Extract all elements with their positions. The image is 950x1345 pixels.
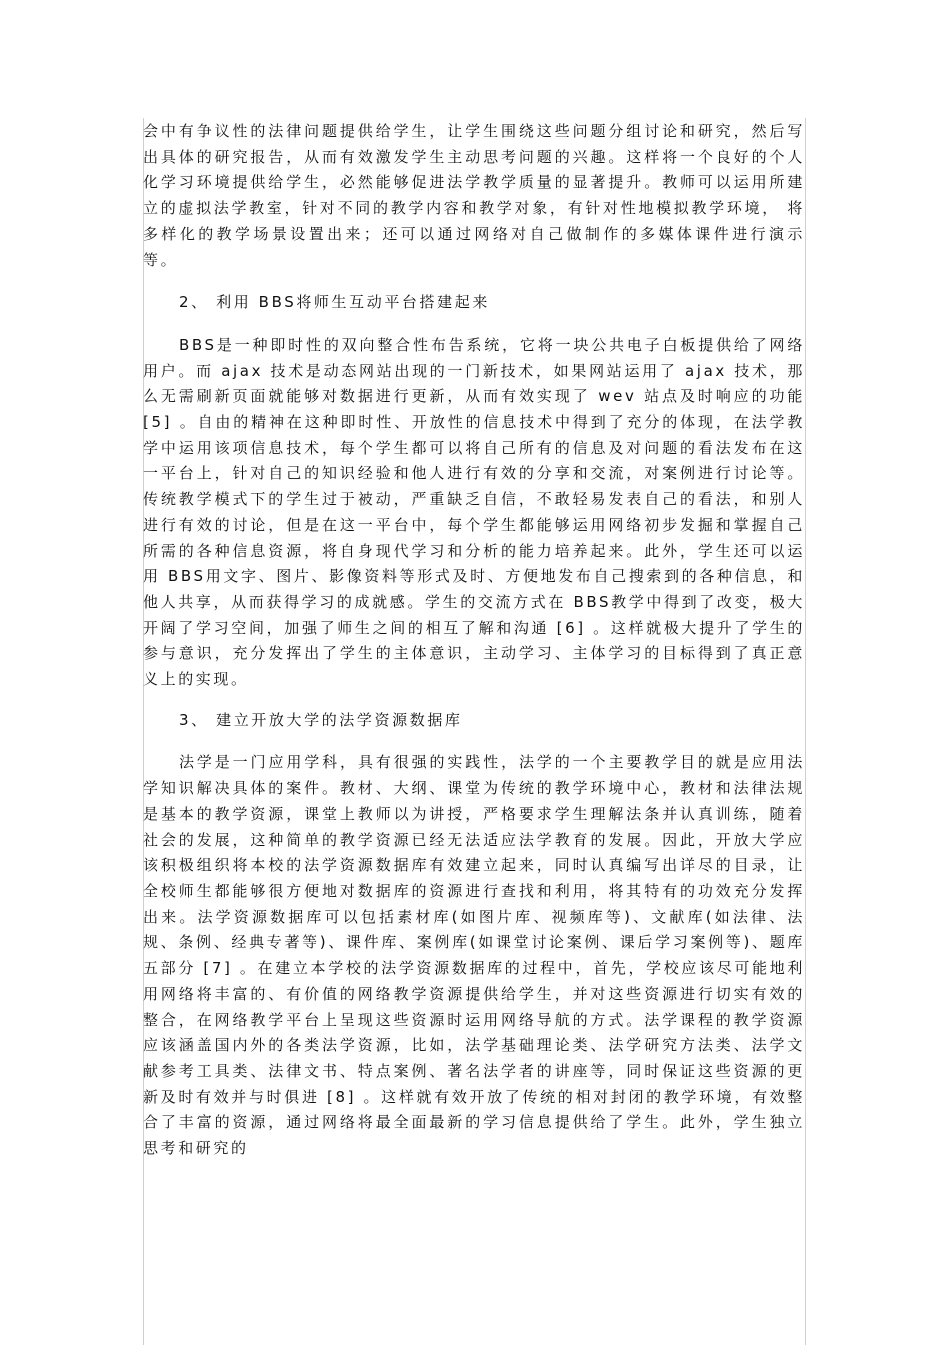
- paragraph-bbs: BBS是一种即时性的双向整合性布告系统，它将一块公共电子白板提供给了网络用户。而 ajax 技术是动态网站出现的一门新技术，如果网站运用了 ajax 技术，那么无需刷新页面就能够对数据进行更新，从而有效实现了 wev 站点及时响应的功能 [5] 。自由的精神在这种即时性、开放性的信息技术中得到了充分的体现，在法学教学中运用该项信息技术，每个学生都可以将自己所有的信息及对问题的看法发布在这一平台上，针对自己的知识经验和他人进行有效的分享和交流，对案例进行讨论等。传统教学模式下的学生过于被动，严重缺乏自信，不敢轻易发表自己的看法，和别人进行有效的讨论，但是在这一平台中，每个学生都能够运用网络初步发掘和掌握自己所需的各种信息资源，将自身现代学习和分析的能力培养起来。此外，学生还可以运用 BBS用文字、图片、影像资料等形式及时、方便地发布自己搜索到的各种信息，和他人共享，从而获得学习的成就感。学生的交流方式在 BBS教学中得到了改变，极大开阔了学习空间，加强了师生之间的相互了解和沟通 [6] 。这样就极大提升了学生的参与意识，充分发挥出了学生的主体意识，主动学习、主体学习的目标得到了真正意义上的实现。: [143, 335, 805, 689]
- paragraph-continuation: 会中有争议性的法律问题提供给学生，让学生围绕这些问题分组讨论和研究，然后写出具体的研究报告，从而有效激发学生主动思考问题的兴趣。这样将一个良好的个人化学习环境提供给学生，必然能够促进法学教学质量的显著提升。教师可以运用所建立的虚拟法学教室，针对不同的教学内容和教学对象，有针对性地模拟教学环境， 将多样化的教学场景设置出来；还可以通过网络对自己做制作的多媒体课件进行演示等。: [143, 122, 805, 269]
- section-heading-bbs: 2、 利用 BBS将师生互动平台搭建起来: [179, 293, 490, 312]
- paragraph-database: 法学是一门应用学科，具有很强的实践性，法学的一个主要教学目的就是应用法学知识解决具体的案件。教材、大纲、课堂为传统的教学环境中心，教材和法律法规是基本的教学资源，课堂上教师以为讲授，严格要求学生理解法条并认真训练，随着社会的发展，这种简单的教学资源已经无法适应法学教育的发展。因此，开放大学应该积极组织将本校的法学资源数据库有效建立起来，同时认真编写出详尽的目录，让全校师生都能够很方便地对数据库的资源进行查找和利用，将其特有的功效充分发挥出来。法学资源数据库可以包括素材库(如图片库、视频库等)、文献库(如法律、法规、条例、经典专著等)、课件库、案例库(如课堂讨论案例、课后学习案例等)、题库五部分 [7] 。在建立本学校的法学资源数据库的过程中，首先，学校应该尽可能地利用网络将丰富的、有价值的网络教学资源提供给学生，并对这些资源进行切实有效的整合，在网络教学平台上呈现这些资源时运用网络导航的方式。法学课程的教学资源应该涵盖国内外的各类法学资源，比如，法学基础理论类、法学研究方法类、法学文献参考工具类、法律文书、特点案例、著名法学者的讲座等，同时保证这些资源的更新及时有效并与时俱进 [8] 。这样就有效开放了传统的相对封闭的教学环境，有效整合了丰富的资源，通过网络将最全面最新的学习信息提供给了学生。此外，学生独立思考和研究的: [143, 753, 805, 1158]
- section-heading-database: 3、 建立开放大学的法学资源数据库: [179, 710, 463, 729]
- document-body: [143, 119, 805, 1162]
